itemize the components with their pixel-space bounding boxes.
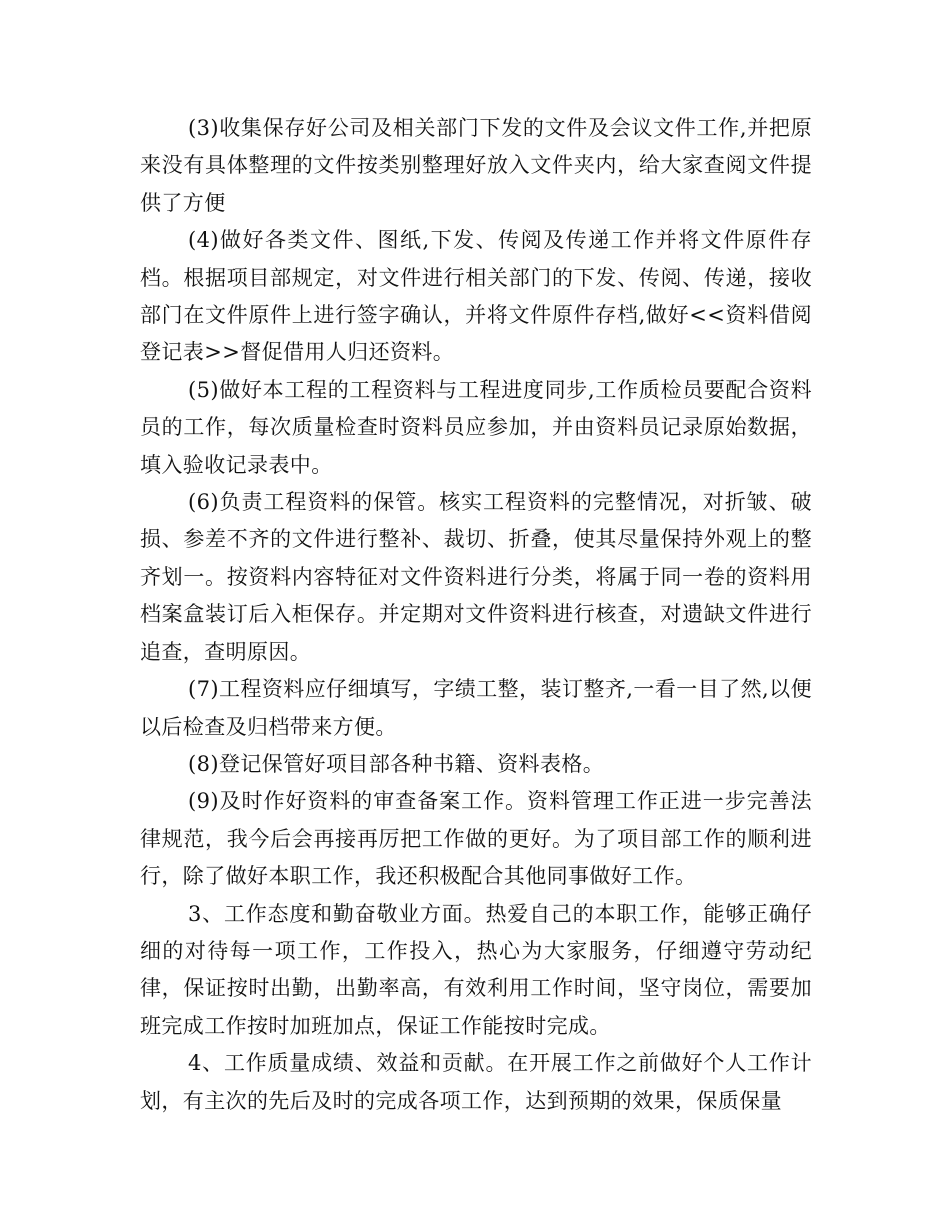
document-body bbox=[140, 110, 812, 1120]
paragraph-item-4: (4)做好各类文件、图纸,下发、传阅及传递工作并将文件原件存档。根据项目部规定，对文件进行相关部门的下发、传阅、传递，接收部门在文件原件上进行签字确认，并将文件原件存档,做好<<资料借阅登记表>>督促借用人归还资料。 bbox=[140, 228, 812, 365]
paragraph-item-5: (5)做好本工程的工程资料与工程进度同步,工作质检员要配合资料员的工作，每次质量检查时资料员应参加，并由资料员记录原始数据，填入验收记录表中。 bbox=[140, 377, 812, 477]
paragraph-item-3: (3)收集保存好公司及相关部门下发的文件及会议文件工作,并把原来没有具体整理的文件按类别整理好放入文件夹内，给大家查阅文件提供了方便 bbox=[140, 116, 812, 215]
paragraph-item-7: (7)工程资料应仔细填写，字绩工整，装订整齐,一看一目了然,以便以后检查及归档带来方便。 bbox=[140, 677, 812, 739]
paragraph-section-3: 3、工作态度和勤奋敬业方面。热爱自己的本职工作，能够正确仔细的对待每一项工作，工作投入，热心为大家服务，仔细遵守劳动纪律，保证按时出勤，出勤率高，有效利用工作时间，坚守岗位，需要加班完成工作按时加班加点，保证工作能按时完成。 bbox=[140, 901, 812, 1038]
paragraph-item-6: (6)负责工程资料的保管。核实工程资料的完整情况，对折皱、破损、参差不齐的文件进行整补、裁切、折叠，使其尽量保持外观上的整齐划一。按资料内容特征对文件资料进行分类，将属于同一卷的资料用档案盒装订后入柜保存。并定期对文件资料进行核查，对遗缺文件进行追查，查明原因。 bbox=[140, 490, 812, 664]
paragraph-item-8: (8)登记保管好项目部各种书籍、资料表格。 bbox=[188, 751, 605, 776]
paragraph-section-4: 4、工作质量成绩、效益和贡献。在开展工作之前做好个人工作计划，有主次的先后及时的完成各项工作，达到预期的效果，保质保量 bbox=[140, 1051, 812, 1113]
paragraph-item-9: (9)及时作好资料的审查备案工作。资料管理工作正进一步完善法律规范，我今后会再接再厉把工作做的更好。为了项目部工作的顺利进行，除了做好本职工作，我还积极配合其他同事做好工作。 bbox=[140, 789, 812, 889]
